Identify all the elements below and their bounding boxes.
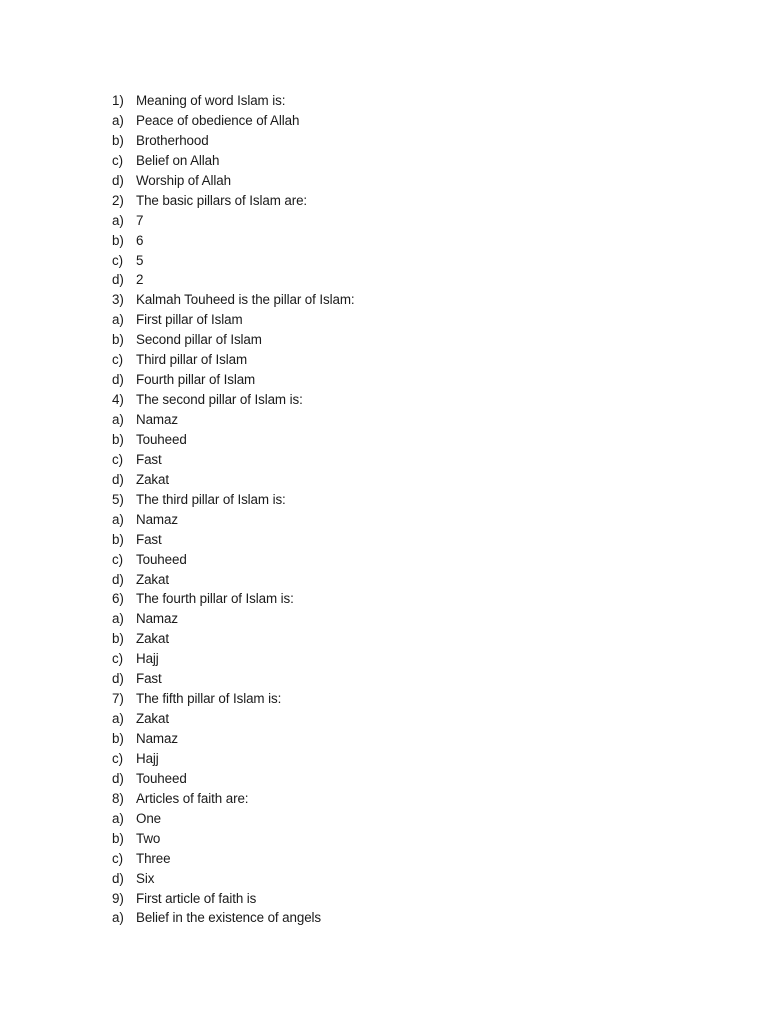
option-line xyxy=(112,410,712,430)
option-letter: d) xyxy=(112,770,124,786)
option-letter: a) xyxy=(112,511,124,527)
option-letter: b) xyxy=(112,132,124,148)
option-line xyxy=(112,370,712,390)
option-letter: b) xyxy=(112,531,124,547)
question-number: 9) xyxy=(112,890,124,906)
option-line xyxy=(112,151,712,171)
option-line xyxy=(112,350,712,370)
question-line xyxy=(112,91,712,111)
option-line xyxy=(112,330,712,350)
option-letter: c) xyxy=(112,451,123,467)
option-letter: d) xyxy=(112,471,124,487)
option-text: Namaz xyxy=(136,611,178,627)
question-list xyxy=(112,91,712,928)
option-text: 6 xyxy=(136,232,144,248)
question-text: The basic pillars of Islam are: xyxy=(136,192,308,208)
option-letter: b) xyxy=(112,332,124,348)
option-text: Namaz xyxy=(136,511,178,527)
option-letter: c) xyxy=(112,651,123,667)
option-letter: b) xyxy=(112,830,124,846)
option-text: Namaz xyxy=(136,731,178,746)
option-letter: d) xyxy=(112,172,124,188)
question-text: Meaning of word Islam is: xyxy=(136,93,286,108)
option-text: Zakat xyxy=(136,471,169,487)
option-line xyxy=(112,629,712,649)
option-text: Fast xyxy=(136,671,162,687)
option-line xyxy=(112,530,712,550)
option-letter: a) xyxy=(112,611,124,627)
option-text: Six xyxy=(136,870,155,886)
question-text: First article of faith is xyxy=(136,890,257,906)
option-letter: a) xyxy=(112,312,124,328)
option-letter: d) xyxy=(112,272,124,288)
option-text: 2 xyxy=(136,272,144,288)
option-line xyxy=(112,749,712,769)
option-text: Peace of obedience of Allah xyxy=(136,112,300,128)
question-number: 5) xyxy=(112,491,124,507)
option-text: Zakat xyxy=(136,571,169,587)
option-text: Hajj xyxy=(136,651,159,667)
option-text: Three xyxy=(136,850,171,866)
option-line xyxy=(112,470,712,490)
option-letter: d) xyxy=(112,671,124,687)
option-text: Touheed xyxy=(136,431,187,447)
option-text: Namaz xyxy=(136,412,178,427)
option-line xyxy=(112,869,712,889)
option-letter: a) xyxy=(112,810,124,826)
option-letter: c) xyxy=(112,850,123,866)
option-line xyxy=(112,908,712,928)
question-number: 6) xyxy=(112,591,124,607)
option-line xyxy=(112,550,712,570)
question-number: 8) xyxy=(112,790,124,806)
option-text: Fast xyxy=(136,451,162,467)
option-line xyxy=(112,649,712,669)
option-letter: d) xyxy=(112,870,124,886)
option-letter: c) xyxy=(112,252,123,268)
option-line xyxy=(112,510,712,530)
question-number: 7) xyxy=(112,691,124,707)
option-line xyxy=(112,669,712,689)
option-line xyxy=(112,570,712,590)
option-letter: c) xyxy=(112,152,123,168)
option-letter: b) xyxy=(112,731,124,746)
option-line xyxy=(112,709,712,729)
option-text: One xyxy=(136,810,162,826)
option-letter: c) xyxy=(112,352,123,368)
option-line xyxy=(112,231,712,251)
option-letter: b) xyxy=(112,431,124,447)
option-line xyxy=(112,211,712,231)
option-text: Worship of Allah xyxy=(136,172,231,188)
option-text: Third pillar of Islam xyxy=(136,352,248,368)
option-text: Zakat xyxy=(136,631,169,647)
option-text: Belief on Allah xyxy=(136,152,220,168)
option-letter: a) xyxy=(112,711,124,727)
option-line xyxy=(112,809,712,829)
option-line xyxy=(112,450,712,470)
option-line xyxy=(112,111,712,131)
option-text: Fourth pillar of Islam xyxy=(136,372,256,388)
option-letter: c) xyxy=(112,750,123,766)
question-text: Kalmah Touheed is the pillar of Islam: xyxy=(136,292,355,308)
option-text: Second pillar of Islam xyxy=(136,332,262,348)
option-letter: a) xyxy=(112,910,124,926)
question-line xyxy=(112,290,712,310)
option-text: Hajj xyxy=(136,750,159,766)
question-number: 1) xyxy=(112,93,124,108)
option-line xyxy=(112,430,712,450)
option-letter: a) xyxy=(112,112,124,128)
option-text: 7 xyxy=(136,212,144,228)
option-line xyxy=(112,310,712,330)
option-line xyxy=(112,171,712,191)
option-line xyxy=(112,769,712,789)
option-text: First pillar of Islam xyxy=(136,312,243,328)
question-number: 3) xyxy=(112,292,124,308)
option-letter: b) xyxy=(112,232,124,248)
question-number: 4) xyxy=(112,392,124,408)
question-line xyxy=(112,390,712,410)
option-text: Brotherhood xyxy=(136,132,209,148)
option-line xyxy=(112,609,712,629)
option-letter: b) xyxy=(112,631,124,647)
question-text: The second pillar of Islam is: xyxy=(136,392,303,408)
option-line xyxy=(112,251,712,271)
option-letter: d) xyxy=(112,571,124,587)
question-line xyxy=(112,889,712,909)
option-text: Touheed xyxy=(136,770,187,786)
option-text: Belief in the existence of angels xyxy=(136,910,322,926)
question-text: The third pillar of Islam is: xyxy=(136,491,286,507)
option-text: 5 xyxy=(136,252,144,268)
option-text: Two xyxy=(136,830,161,846)
question-line xyxy=(112,589,712,609)
question-line xyxy=(112,191,712,211)
question-text: The fifth pillar of Islam is: xyxy=(136,691,282,707)
option-letter: a) xyxy=(112,412,124,427)
option-text: Touheed xyxy=(136,551,187,567)
question-text: Articles of faith are: xyxy=(136,790,249,806)
option-line xyxy=(112,729,712,749)
option-text: Fast xyxy=(136,531,162,547)
option-line xyxy=(112,270,712,290)
option-line xyxy=(112,849,712,869)
option-line xyxy=(112,131,712,151)
question-line xyxy=(112,490,712,510)
option-text: Zakat xyxy=(136,711,169,727)
option-letter: a) xyxy=(112,212,124,228)
question-line xyxy=(112,789,712,809)
question-line xyxy=(112,689,712,709)
question-text: The fourth pillar of Islam is: xyxy=(136,591,294,607)
question-number: 2) xyxy=(112,192,124,208)
option-letter: d) xyxy=(112,372,124,388)
option-letter: c) xyxy=(112,551,123,567)
option-line xyxy=(112,829,712,849)
